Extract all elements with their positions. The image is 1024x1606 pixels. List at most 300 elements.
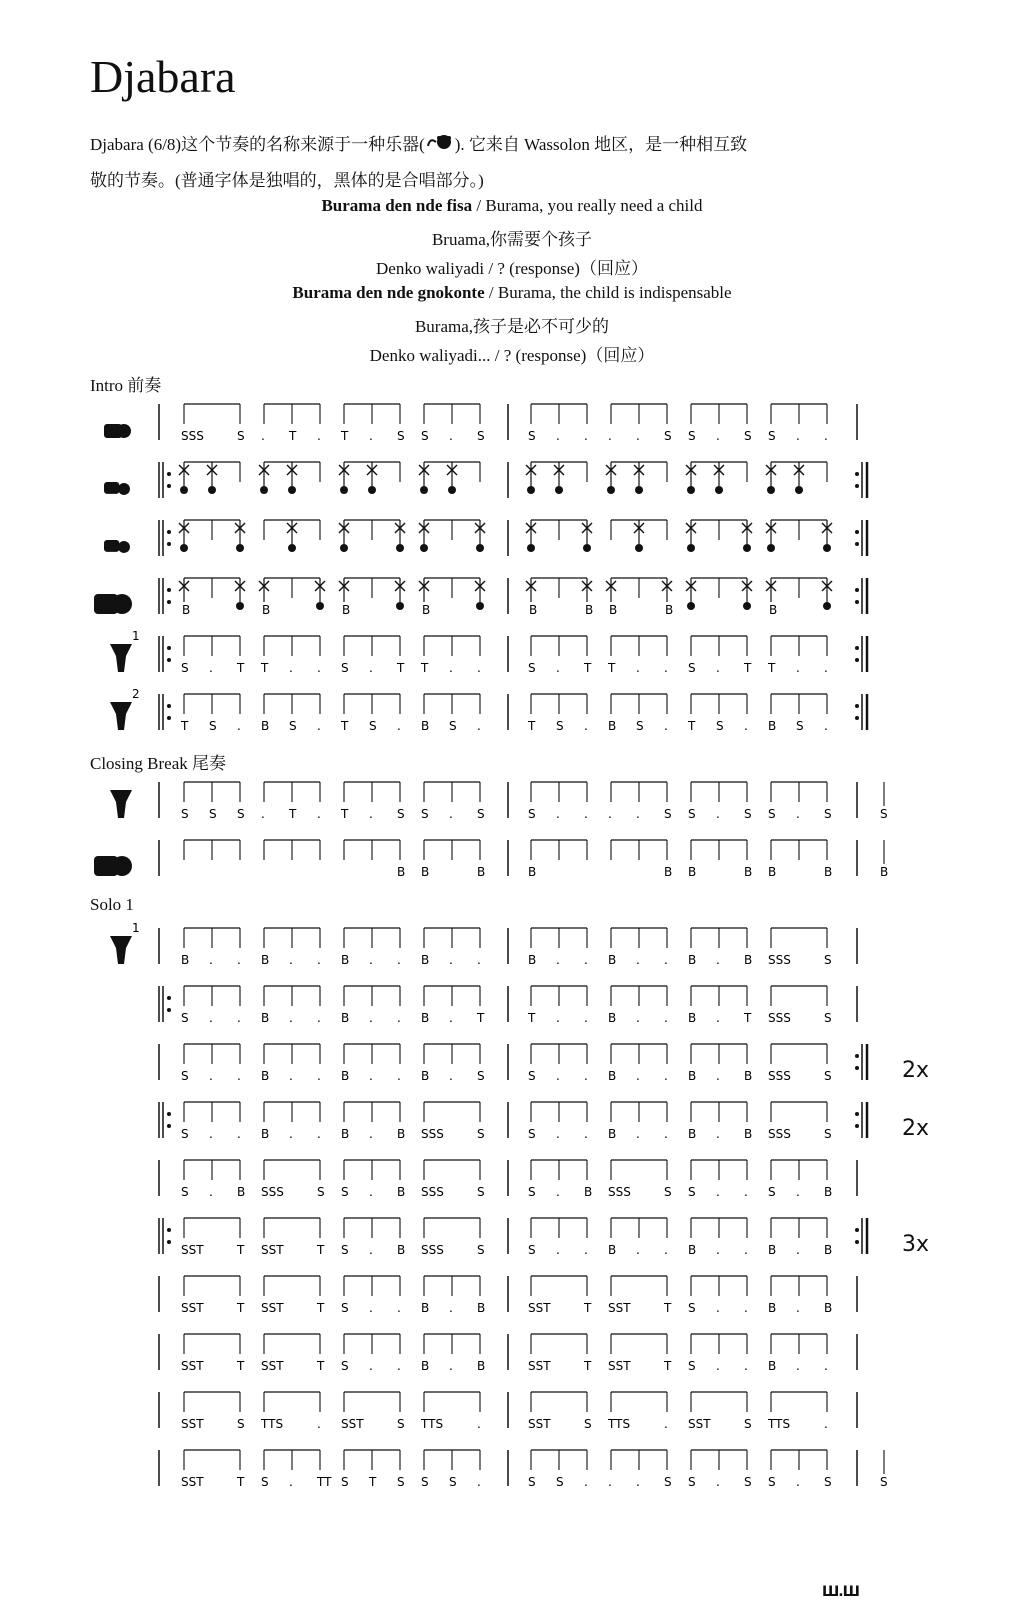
note-T: T (688, 719, 696, 733)
beat-group (424, 1276, 480, 1296)
beat-group (264, 1102, 320, 1122)
note-.: . (664, 1069, 668, 1083)
note-S: S (341, 1243, 349, 1257)
note-S: S (528, 661, 536, 675)
note-.: . (664, 719, 668, 733)
staff-row (0, 1392, 1024, 1438)
note-S: S (181, 1011, 189, 1025)
beat-group (531, 694, 587, 714)
mute-stroke (606, 578, 616, 602)
note-SST: SST (608, 1359, 631, 1373)
mute-stroke (742, 578, 752, 602)
beat-group (424, 928, 480, 948)
note-B: B (585, 603, 594, 617)
note-T: T (584, 1301, 592, 1315)
beat-group (611, 986, 667, 1006)
bell-dot (288, 544, 296, 552)
note-S: S (528, 807, 536, 821)
beat-group (611, 840, 667, 860)
beat-group (264, 694, 320, 714)
mute-stroke (742, 520, 752, 544)
djembe-number-label: 2 (132, 687, 140, 701)
note-B: B (880, 865, 889, 879)
beat-group (771, 1392, 827, 1412)
mute-stroke (395, 520, 405, 544)
note-.: . (369, 1359, 373, 1373)
note-.: . (397, 1069, 401, 1083)
note-B: B (261, 953, 270, 967)
beat-group (184, 986, 240, 1006)
note-B: B (608, 1069, 617, 1083)
beat-group (611, 928, 667, 948)
footer-mark: Ш.Ш (822, 1584, 859, 1600)
lyric-solo: Bruama,你需要个孩子 (431, 230, 593, 249)
note-B: B (477, 1301, 486, 1315)
note-T: T (237, 1243, 245, 1257)
mute-stroke (259, 462, 269, 486)
note-.: . (584, 429, 588, 443)
note-.: . (636, 661, 640, 675)
bell-dot (180, 544, 188, 552)
note-.: . (369, 1185, 373, 1199)
beat-group (771, 404, 827, 424)
beat-group (531, 928, 587, 948)
beat-group (424, 1102, 480, 1122)
note-B: B (584, 1185, 593, 1199)
repeat-dot (167, 1008, 171, 1012)
note-B: B (262, 603, 271, 617)
beat-group (344, 986, 400, 1006)
note-B: B (744, 1069, 753, 1083)
note-TTS: TTS (608, 1417, 631, 1431)
beat-group (424, 782, 480, 802)
beat-group (424, 404, 480, 424)
note-.: . (261, 807, 265, 821)
beat-group (424, 1160, 480, 1180)
djembe-1-icon (110, 921, 140, 964)
lyric-solo: Denko waliyadi... / ? (response)（回应） (369, 346, 655, 365)
mute-stroke (287, 520, 297, 544)
repeat-dot (167, 472, 171, 476)
bell-dot (767, 544, 775, 552)
note-B: B (341, 953, 350, 967)
note-.: . (289, 953, 293, 967)
beat-group (611, 1450, 667, 1470)
note-B: B (665, 603, 674, 617)
mute-stroke (475, 578, 485, 602)
beat-group (344, 1276, 400, 1296)
note-.: . (608, 807, 612, 821)
mute-stroke (395, 578, 405, 602)
note-T: T (477, 1011, 485, 1025)
beat-group (344, 636, 400, 656)
mute-stroke (475, 520, 485, 544)
beat-group (344, 404, 400, 424)
note-.: . (556, 1185, 560, 1199)
beat-group (771, 578, 827, 598)
note-.: . (716, 1243, 720, 1257)
mute-stroke (179, 520, 189, 544)
note-B: B (688, 953, 697, 967)
staff-row (0, 840, 1024, 886)
note-.: . (209, 953, 213, 967)
mute-stroke (179, 578, 189, 602)
staff-row (0, 921, 1024, 974)
intro-text-1: Djabara (6/8)这个节奏的名称来源于一种乐器( (90, 135, 425, 154)
repeat-dot (167, 530, 171, 534)
beat-group (691, 1102, 747, 1122)
note-.: . (796, 1185, 800, 1199)
staff-row (0, 1160, 1024, 1206)
mute-stroke (686, 520, 696, 544)
note-SSS: SSS (768, 953, 791, 967)
repeat-dot (855, 588, 859, 592)
note-.: . (556, 661, 560, 675)
note-B: B (261, 1069, 270, 1083)
note-.: . (209, 1069, 213, 1083)
note-B: B (397, 1243, 406, 1257)
note-.: . (716, 1475, 720, 1489)
note-.: . (824, 1359, 828, 1373)
note-B: B (744, 1127, 753, 1141)
beat-group (344, 928, 400, 948)
note-S: S (664, 429, 672, 443)
bell-dot (743, 602, 751, 610)
bell-dot (236, 602, 244, 610)
beat-group (611, 1392, 667, 1412)
beat-group (771, 520, 827, 540)
bell-dot (448, 486, 456, 494)
note-S: S (744, 807, 752, 821)
note-.: . (317, 719, 321, 733)
beat-group (771, 1102, 827, 1122)
beat-group (771, 782, 827, 802)
note-.: . (744, 719, 748, 733)
note-.: . (237, 1127, 241, 1141)
note-.: . (556, 1069, 560, 1083)
note-.: . (664, 1243, 668, 1257)
note-T: T (369, 1475, 377, 1489)
note-.: . (636, 1243, 640, 1257)
repeat-dot (167, 704, 171, 708)
note-.: . (209, 1011, 213, 1025)
note-S: S (824, 1127, 832, 1141)
djabara-instrument-icon (425, 134, 455, 150)
note-S: S (824, 1011, 832, 1025)
note-.: . (237, 953, 241, 967)
note-B: B (237, 1185, 246, 1199)
staff-row (0, 1044, 1024, 1090)
note-.: . (584, 719, 588, 733)
note-TTS: TTS (261, 1417, 284, 1431)
note-S: S (688, 1359, 696, 1373)
note-S: S (664, 807, 672, 821)
mute-stroke (582, 578, 592, 602)
note-T: T (664, 1301, 672, 1315)
repeat-dot (855, 1240, 859, 1244)
note-S: S (528, 1475, 536, 1489)
note-B: B (528, 865, 537, 879)
beat-group (424, 986, 480, 1006)
staff-row (0, 578, 1024, 624)
note-B: B (421, 865, 430, 879)
note-S: S (477, 1185, 485, 1199)
staff-row (0, 1450, 1024, 1496)
sangban-drum-icon (104, 482, 130, 495)
beat-group (691, 578, 747, 598)
note-SST: SST (261, 1243, 284, 1257)
note-S: S (449, 719, 457, 733)
note-S: S (209, 719, 217, 733)
bell-dot (260, 486, 268, 494)
kenkeni-drum-icon (104, 424, 131, 438)
note-.: . (556, 1243, 560, 1257)
beat-group (264, 986, 320, 1006)
note-B: B (421, 1359, 430, 1373)
note-SSS: SSS (181, 429, 204, 443)
note-B: B (397, 1127, 406, 1141)
note-S: S (421, 1475, 429, 1489)
note-B: B (477, 1359, 486, 1373)
note-B: B (768, 1243, 777, 1257)
note-T: T (528, 719, 536, 733)
note-.: . (636, 1011, 640, 1025)
beat-group (691, 782, 747, 802)
repeat-dot (855, 646, 859, 650)
note-S: S (688, 1301, 696, 1315)
mute-stroke (686, 462, 696, 486)
beat-group (184, 1044, 240, 1064)
mute-stroke (419, 520, 429, 544)
beat-group (424, 520, 480, 540)
note-T: T (584, 1359, 592, 1373)
note-SSS: SSS (768, 1069, 791, 1083)
lyric-solo: / Burama, the child is indispensable (484, 283, 732, 302)
beat-group (344, 694, 400, 714)
note-SST: SST (181, 1417, 204, 1431)
staff-row (0, 1334, 1024, 1380)
beat-group (184, 636, 240, 656)
note-.: . (716, 1011, 720, 1025)
note-S: S (664, 1475, 672, 1489)
mute-stroke (606, 462, 616, 486)
mute-stroke (766, 578, 776, 602)
note-S: S (477, 429, 485, 443)
note-B: B (261, 1011, 270, 1025)
note-.: . (449, 661, 453, 675)
note-S: S (768, 429, 776, 443)
beat-group (184, 1276, 240, 1296)
note-.: . (369, 429, 373, 443)
beat-group (184, 1392, 240, 1412)
note-B: B (824, 1185, 833, 1199)
note-.: . (664, 953, 668, 967)
note-.: . (289, 1069, 293, 1083)
note-.: . (261, 429, 265, 443)
note-T: T (608, 661, 616, 675)
lyric-line (0, 225, 1024, 250)
mute-stroke (315, 578, 325, 602)
beat-group (531, 636, 587, 656)
note-S: S (824, 953, 832, 967)
beat-group (424, 1392, 480, 1412)
note-.: . (449, 1301, 453, 1315)
djembe-number-label: 1 (132, 921, 140, 935)
note-T: T (397, 661, 405, 675)
beat-group (611, 636, 667, 656)
intro-text-1b: ). 它来自 Wassolon 地区，是一种相互致 (454, 135, 748, 154)
note-.: . (477, 953, 481, 967)
beat-group (691, 1392, 747, 1412)
beat-group (611, 1276, 667, 1296)
note-B: B (261, 719, 270, 733)
note-.: . (397, 1301, 401, 1315)
mute-stroke (766, 520, 776, 544)
note-T: T (317, 1301, 325, 1315)
djembe-2-icon (110, 687, 140, 730)
beat-group (771, 694, 827, 714)
repeat-dot (167, 658, 171, 662)
bell-dot (607, 486, 615, 494)
mute-stroke (714, 462, 724, 486)
note-.: . (608, 429, 612, 443)
beat-group (184, 694, 240, 714)
note-.: . (584, 1243, 588, 1257)
section-solo-heading: Solo 1 (90, 895, 134, 914)
bell-dot (823, 544, 831, 552)
bell-dot (715, 486, 723, 494)
note-.: . (716, 1069, 720, 1083)
beat-group (771, 928, 827, 948)
beat-group (184, 1218, 240, 1238)
repeat-dot (855, 484, 859, 488)
mute-stroke (662, 578, 672, 602)
note-B: B (421, 1011, 430, 1025)
note-S: S (477, 1069, 485, 1083)
repeat-dot (855, 1112, 859, 1116)
note-.: . (744, 1185, 748, 1199)
repeat-dot (167, 484, 171, 488)
bell-dot (767, 486, 775, 494)
note-SST: SST (181, 1301, 204, 1315)
note-.: . (608, 1475, 612, 1489)
note-S: S (688, 661, 696, 675)
note-.: . (796, 1301, 800, 1315)
note-S: S (528, 429, 536, 443)
beat-group (611, 782, 667, 802)
beat-group (611, 1044, 667, 1064)
beat-group (344, 1044, 400, 1064)
repeat-count: 2x (902, 1058, 930, 1083)
bell-dot (340, 544, 348, 552)
note-.: . (716, 953, 720, 967)
mute-stroke (367, 462, 377, 486)
note-.: . (237, 719, 241, 733)
note-.: . (716, 1301, 720, 1315)
note-B: B (608, 1243, 617, 1257)
note-.: . (744, 1359, 748, 1373)
note-SST: SST (181, 1243, 204, 1257)
note-.: . (556, 1011, 560, 1025)
note-S: S (824, 1475, 832, 1489)
beat-group (691, 694, 747, 714)
lyric-solo: / Burama, you really need a child (472, 196, 703, 215)
note-B: B (341, 1127, 350, 1141)
beat-group (184, 1160, 240, 1180)
mute-stroke (822, 578, 832, 602)
mute-stroke (235, 520, 245, 544)
note-B: B (341, 1069, 350, 1083)
note-B: B (688, 865, 697, 879)
note-T: T (289, 807, 297, 821)
repeat-count: 3x (902, 1232, 930, 1257)
note-S: S (556, 1475, 564, 1489)
note-.: . (824, 429, 828, 443)
beat-group (611, 404, 667, 424)
note-S: S (181, 807, 189, 821)
note-T: T (341, 807, 349, 821)
beat-group (531, 404, 587, 424)
note-B: B (421, 1301, 430, 1315)
staff-row (0, 404, 1024, 450)
note-.: . (716, 1127, 720, 1141)
sangban-drum-icon (104, 540, 130, 553)
lyric-chorus: Burama den nde fisa (321, 196, 473, 215)
beat-group (531, 1102, 587, 1122)
mute-stroke (447, 462, 457, 486)
bell-dot (396, 544, 404, 552)
note-.: . (716, 807, 720, 821)
note-.: . (636, 1069, 640, 1083)
note-SST: SST (608, 1301, 631, 1315)
lyric-solo: Denko waliyadi / ? (response)（回应） (376, 259, 648, 278)
beat-group (531, 1160, 587, 1180)
mute-stroke (207, 462, 217, 486)
note-B: B (422, 603, 431, 617)
beat-group (264, 578, 320, 598)
djembe-number-label: 1 (132, 629, 140, 643)
note-S: S (744, 1417, 752, 1431)
note-.: . (397, 953, 401, 967)
note-S: S (317, 1185, 325, 1199)
bell-dot (180, 486, 188, 494)
note-.: . (636, 1475, 640, 1489)
note-B: B (421, 953, 430, 967)
beat-group (691, 1044, 747, 1064)
note-B: B (342, 603, 351, 617)
note-.: . (584, 1127, 588, 1141)
note-S: S (796, 719, 804, 733)
beat-group (531, 986, 587, 1006)
note-S: S (584, 1417, 592, 1431)
beat-group (424, 578, 480, 598)
note-T: T (341, 429, 349, 443)
beat-group (531, 578, 587, 598)
note-B: B (397, 865, 406, 879)
note-.: . (636, 953, 640, 967)
beat-group (424, 1218, 480, 1238)
note-.: . (744, 1301, 748, 1315)
note-S: S (528, 1185, 536, 1199)
note-B: B (608, 1127, 617, 1141)
note-SSS: SSS (261, 1185, 284, 1199)
repeat-dot (167, 1228, 171, 1232)
beat-group (264, 1392, 320, 1412)
note-.: . (317, 1011, 321, 1025)
note-.: . (369, 661, 373, 675)
note-TT: TT (317, 1475, 332, 1489)
note-.: . (796, 1359, 800, 1373)
